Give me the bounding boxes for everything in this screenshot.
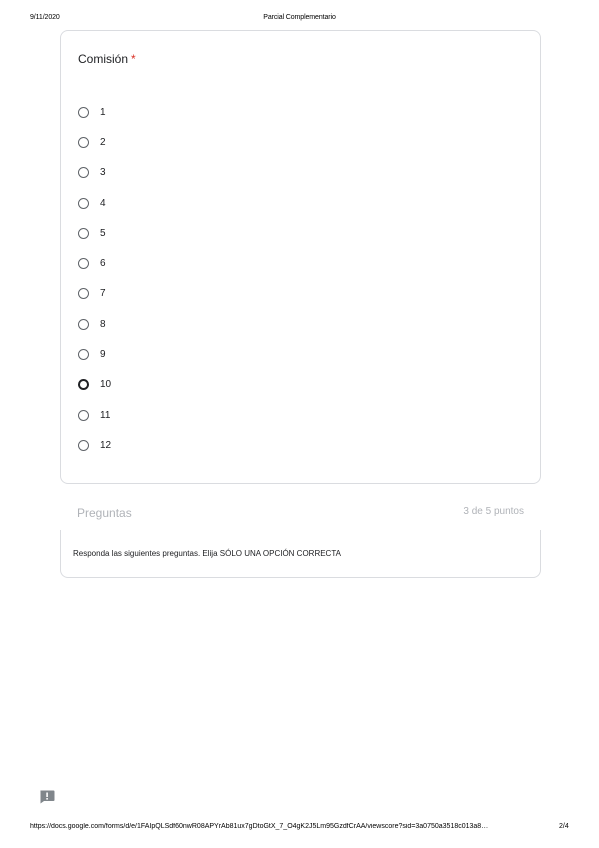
radio-option-2[interactable] [78, 127, 111, 157]
radio-circle-icon[interactable] [78, 228, 89, 239]
question-title [78, 52, 136, 66]
radio-option-11[interactable] [78, 400, 111, 430]
radio-circle-icon[interactable] [78, 288, 89, 299]
radio-circle-icon[interactable] [78, 440, 89, 451]
document-title: Parcial Complementario [263, 14, 336, 21]
option-label: 4 [100, 197, 106, 209]
radio-option-7[interactable] [78, 279, 111, 309]
option-label: 2 [100, 136, 106, 148]
radio-circle-icon[interactable] [78, 379, 89, 390]
radio-option-12[interactable] [78, 430, 111, 460]
radio-group [78, 97, 111, 461]
feedback-icon-graphic [39, 790, 55, 804]
required-asterisk: * [131, 52, 136, 66]
radio-option-5[interactable] [78, 218, 111, 248]
option-label: 12 [100, 439, 112, 451]
radio-circle-icon[interactable] [78, 198, 89, 209]
radio-option-6[interactable] [78, 248, 111, 278]
radio-option-1[interactable] [78, 97, 111, 127]
section-points: 3 de 5 puntos [463, 506, 524, 517]
radio-circle-icon[interactable] [78, 258, 89, 269]
section-description-card [60, 530, 541, 578]
radio-option-9[interactable] [78, 339, 111, 369]
option-label: 9 [100, 349, 106, 361]
radio-circle-icon[interactable] [78, 167, 89, 178]
option-label: 1 [100, 106, 106, 118]
option-label: 8 [100, 318, 106, 330]
feedback-icon[interactable] [39, 790, 55, 804]
section-header [60, 504, 541, 524]
option-label: 10 [100, 379, 112, 391]
section-description: Responda las siguientes preguntas. Elija SÓLO UNA OPCIÓN CORRECTA [73, 549, 341, 558]
radio-option-8[interactable] [78, 309, 111, 339]
radio-circle-icon[interactable] [78, 107, 89, 118]
question-title-text: Comisión [78, 52, 129, 66]
page-number: 2/4 [559, 823, 569, 830]
question-card [60, 30, 541, 484]
radio-circle-icon[interactable] [78, 349, 89, 360]
section-title: Preguntas [77, 506, 132, 520]
option-label: 5 [100, 227, 106, 239]
print-date: 9/11/2020 [30, 14, 60, 21]
option-label: 7 [100, 288, 106, 300]
radio-circle-icon[interactable] [78, 137, 89, 148]
radio-circle-icon[interactable] [78, 319, 89, 330]
radio-option-4[interactable] [78, 188, 111, 218]
option-label: 3 [100, 167, 106, 179]
radio-option-10[interactable] [78, 370, 111, 400]
option-label: 6 [100, 258, 106, 270]
option-label: 11 [100, 409, 111, 421]
radio-circle-icon[interactable] [78, 410, 89, 421]
print-url: https://docs.google.com/forms/d/e/1FAIpQLSdf60nwR08APYrAb81ux7gDtoGtX_7_O4gK2J5Lm95GzdfCrAA/viewscore?sid=3a0750a3518c013a8… [30, 823, 489, 830]
radio-option-3[interactable] [78, 158, 111, 188]
